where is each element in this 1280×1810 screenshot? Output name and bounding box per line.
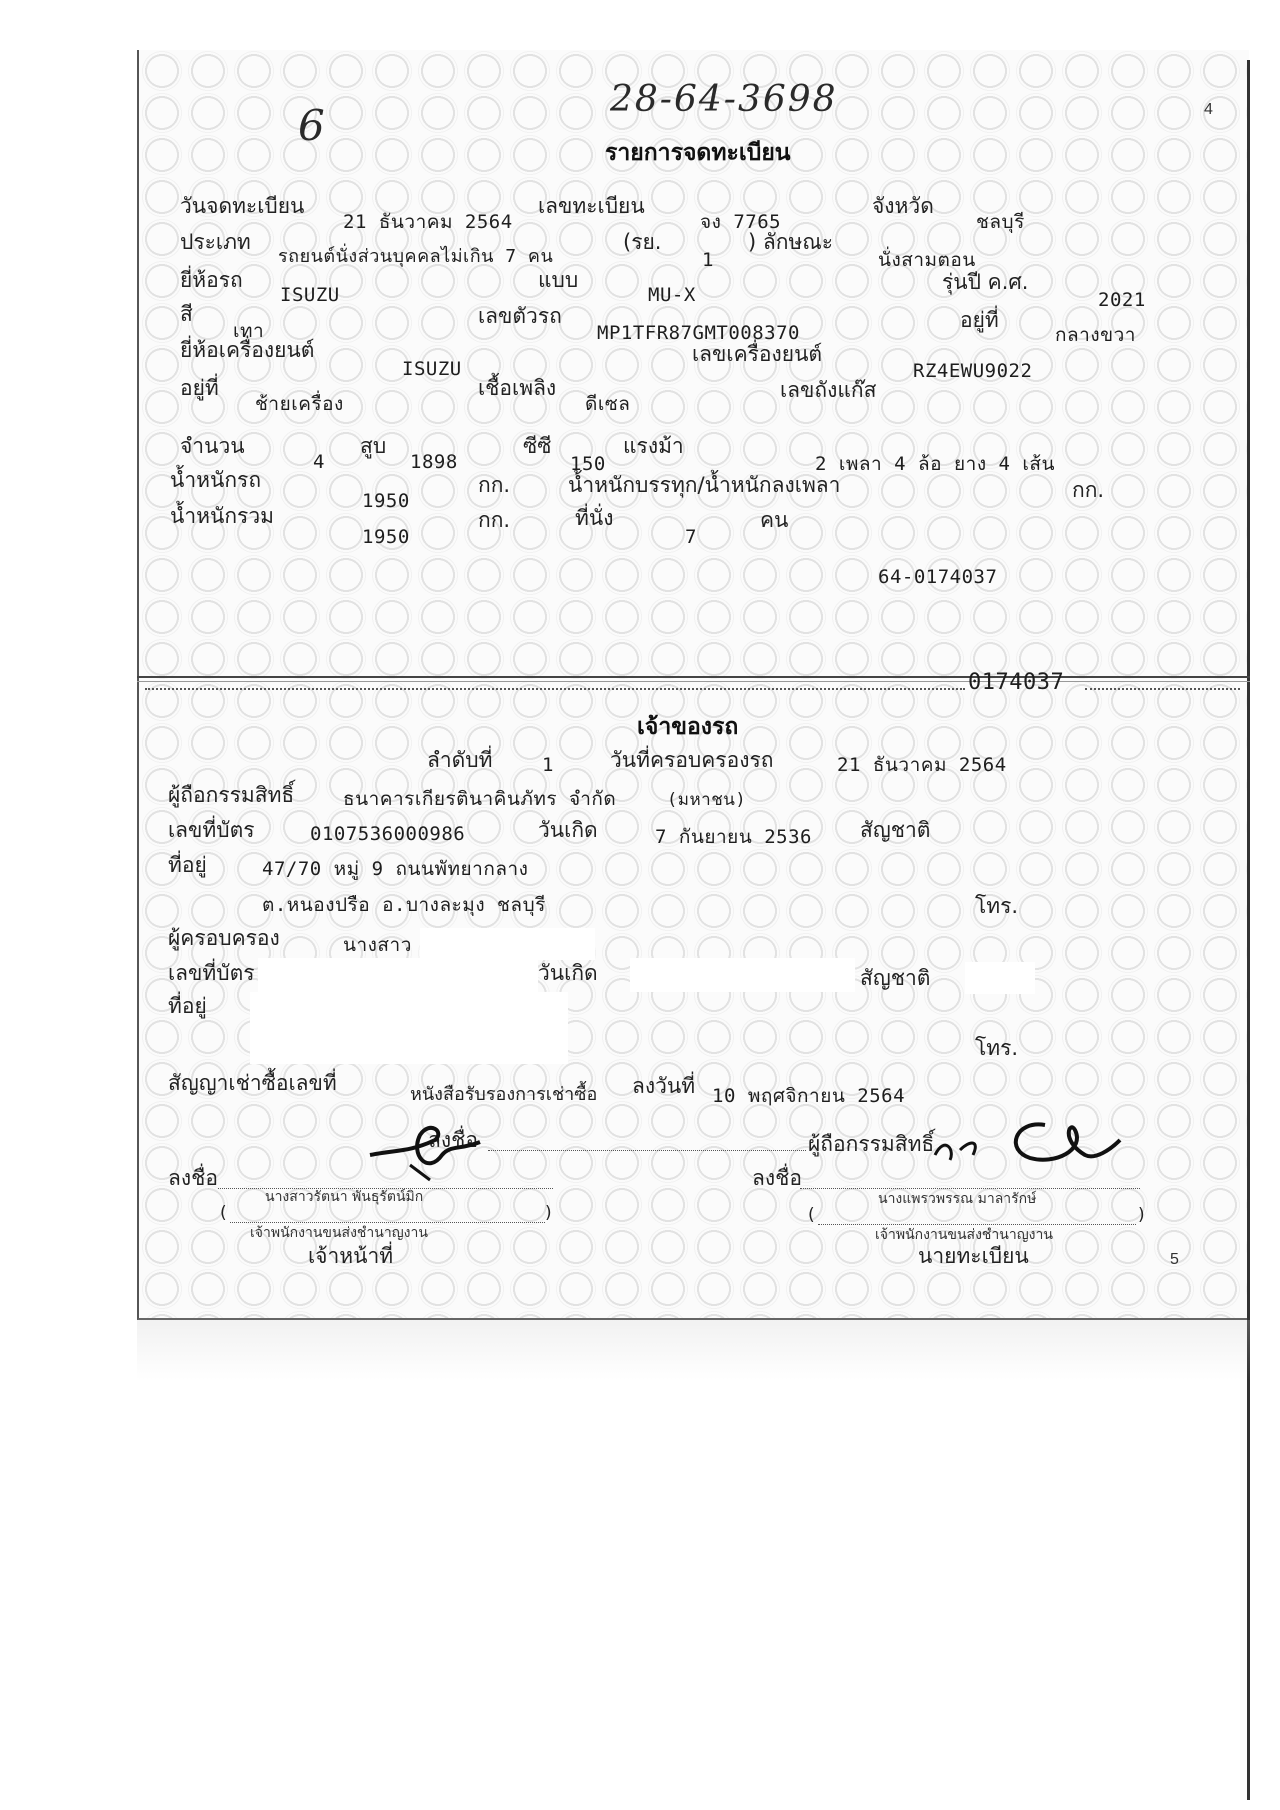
registration-title: รายการจดทะเบียน: [605, 140, 791, 166]
registrar-paren-open: (: [808, 1205, 815, 1225]
fuel: ดีเซล: [585, 393, 631, 415]
fuel-label: เชื้อเพลิง: [478, 376, 557, 400]
sequence-label: ลำดับที่: [427, 748, 493, 772]
gross-weight: 1950: [362, 526, 410, 548]
holder-address-label: ที่อยู่: [168, 853, 207, 877]
person-unit: คน: [760, 508, 789, 532]
axle-wheel-tyre: 2 เพลา 4 ล้อ ยาง 4 เส้น: [815, 453, 1055, 475]
possessor-prefix: นางสาว: [343, 934, 412, 956]
vehicle-color: เทา: [233, 320, 265, 342]
holder-dob: 7 กันยายน 2536: [655, 826, 812, 848]
model-year: 2021: [1098, 289, 1146, 311]
model-label: แบบ: [538, 268, 579, 292]
possessor-id-label: เลขที่บัตร: [168, 961, 255, 985]
holder-address-line1: 47/70 หมู่ 9 ถนนพัทยากลาง: [262, 858, 529, 880]
ry-number: 1: [702, 249, 714, 271]
reg-date-label: วันจดทะเบียน: [180, 194, 305, 218]
load-weight-unit: กก.: [1072, 478, 1105, 502]
holder-name: ธนาคารเกียรตินาคินภัทร จำกัด: [343, 788, 617, 810]
redaction-name: [420, 928, 595, 960]
holder-label: ผู้ถือกรรมสิทธิ์: [168, 783, 295, 807]
registrar-sign-line: [800, 1188, 1140, 1189]
vehicle-type: รถยนต์นั่งส่วนบุคคลไม่เกิน 7 คน: [278, 246, 554, 267]
possession-date-label: วันที่ครอบครองรถ: [610, 748, 774, 772]
possessor-address-label: ที่อยู่: [168, 994, 207, 1018]
load-weight-label: น้ำหนักบรรทุก/น้ำหนักลงเพลา: [568, 473, 841, 497]
lease-date-label: ลงวันที่: [632, 1074, 696, 1098]
holder-id: 0107536000986: [310, 823, 466, 845]
officer-position: เจ้าพนักงานขนส่งชำนาญงาน: [250, 1225, 428, 1241]
holder-tel-label: โทร.: [975, 894, 1019, 918]
perforation-right: [1085, 688, 1240, 690]
officer-name: นางสาวรัตนา พันธุรัตน์มิก: [265, 1189, 424, 1205]
engine-no-label: เลขเครื่องยนต์: [692, 342, 823, 366]
horsepower-label: แรงม้า: [623, 434, 684, 458]
vin-label: เลขตัวรถ: [478, 304, 562, 328]
weight-label: น้ำหนักรถ: [170, 468, 262, 492]
owner-title: เจ้าของรถ: [637, 714, 739, 740]
page-number-top: 4: [1204, 101, 1213, 118]
province: ชลบุรี: [976, 211, 1025, 233]
officer-position-line: [230, 1222, 545, 1223]
cylinders: 4: [313, 451, 325, 473]
sequence: 1: [542, 754, 554, 776]
gas-tank-label: เลขถังแก๊ส: [780, 378, 877, 402]
model-year-label: รุ่นปี ค.ศ.: [942, 270, 1029, 294]
model: MU-X: [648, 284, 696, 306]
document-number: 64-0174037: [878, 566, 998, 588]
registrar-name: นางแพรวพรรณ มาลารักษ์: [878, 1191, 1037, 1207]
weight-unit: กก.: [478, 473, 511, 497]
lease-label: สัญญาเช่าซื้อเลขที่: [168, 1071, 337, 1095]
holder-sign-label: ลงชื่อ: [428, 1128, 478, 1152]
holder-suffix: (มหาชน): [667, 790, 747, 810]
officer-sign-label: ลงชื่อ: [168, 1166, 218, 1190]
registrar-position: เจ้าพนักงานขนส่งชำนาญงาน: [875, 1227, 1053, 1243]
fold-line: [137, 676, 1250, 678]
vehicle-weight: 1950: [362, 490, 410, 512]
engine-number: RZ4EWU9022: [913, 360, 1033, 382]
gross-weight-label: น้ำหนักรวม: [170, 504, 274, 528]
officer-paren-open: (: [220, 1203, 227, 1223]
lease-document: หนังสือรับรองการเช่าซื้อ: [410, 1084, 598, 1105]
gross-weight-unit: กก.: [478, 508, 511, 532]
seats: 7: [685, 526, 697, 548]
cc-label: ซีซี: [523, 434, 552, 458]
holder-dob-label: วันเกิด: [538, 818, 598, 842]
registrar-position-line: [818, 1224, 1136, 1225]
province-label: จังหวัด: [872, 194, 934, 218]
fold-line-shadow: [137, 681, 1250, 682]
registrar-paren-close: ): [1138, 1205, 1145, 1225]
vin-location-label: อยู่ที่: [960, 308, 999, 332]
engine-brand-label: ยี่ห้อเครื่องยนต์: [180, 338, 315, 362]
perforation: [145, 688, 965, 690]
handwritten-file-number: 28-64-3698: [610, 79, 838, 120]
fold-document-number: 0174037: [968, 670, 1065, 695]
quantity-label: จำนวน: [180, 434, 245, 458]
possessor-dob-label: วันเกิด: [538, 961, 598, 985]
handwritten-mark: 6: [298, 101, 325, 150]
seats-label: ที่นั่ง: [575, 506, 614, 530]
redaction-address: [250, 992, 568, 1064]
lease-date: 10 พฤศจิกายน 2564: [712, 1085, 906, 1107]
engine-location: ช้ายเครื่อง: [255, 393, 344, 415]
reg-no: จง 7765: [700, 211, 782, 233]
brand-label: ยี่ห้อรถ: [180, 268, 243, 292]
holder-sign-role: ผู้ถือกรรมสิทธิ์: [808, 1132, 935, 1156]
possessor-nationality-label: สัญชาติ: [860, 966, 931, 990]
officer-role: เจ้าหน้าที่: [308, 1244, 394, 1268]
holder-nationality-label: สัญชาติ: [860, 818, 931, 842]
horsepower: 150: [570, 453, 606, 475]
reg-date: 21 ธันวาคม 2564: [343, 211, 513, 233]
page-edge-line: [1247, 60, 1250, 1800]
holder-sign-line: [488, 1150, 806, 1151]
possessor-tel-label: โทร.: [975, 1036, 1019, 1060]
cylinder-label: สูบ: [360, 434, 387, 458]
engine-brand: ISUZU: [402, 358, 462, 380]
redaction-id: [258, 958, 538, 992]
vin: MP1TFR87GMT008370: [597, 322, 800, 344]
officer-signature-icon: [350, 1110, 490, 1190]
registrar-sign-label: ลงชื่อ: [752, 1166, 802, 1190]
holder-id-label: เลขที่บัตร: [168, 818, 255, 842]
style-label: ) ลักษณะ: [748, 230, 834, 254]
engine-cc: 1898: [410, 451, 458, 473]
redaction-dob: [630, 958, 855, 992]
holder-address-line2: ต.หนองปรือ อ.บางละมุง ชลบุรี: [262, 894, 546, 916]
vin-location: กลางขวา: [1055, 324, 1136, 346]
scan-shadow: [137, 1320, 1250, 1380]
reg-no-label: เลขทะเบียน: [538, 194, 645, 218]
possessor-label: ผู้ครอบครอง: [168, 926, 280, 950]
registrar-signature-icon: [925, 1110, 1125, 1180]
type-label: ประเภท: [180, 230, 251, 254]
officer-paren-close: ): [545, 1203, 552, 1223]
registrar-role: นายทะเบียน: [918, 1244, 1029, 1268]
color-label: สี: [180, 302, 193, 326]
engine-location-label: อยู่ที่: [180, 376, 219, 400]
redaction-nationality: [965, 962, 1035, 994]
page-number-bottom: 5: [1170, 1251, 1179, 1268]
brand: ISUZU: [280, 284, 340, 306]
possession-date: 21 ธันวาคม 2564: [837, 754, 1007, 776]
vehicle-style: นั่งสามตอน: [878, 249, 976, 271]
ry-open: (รย.: [623, 230, 662, 254]
